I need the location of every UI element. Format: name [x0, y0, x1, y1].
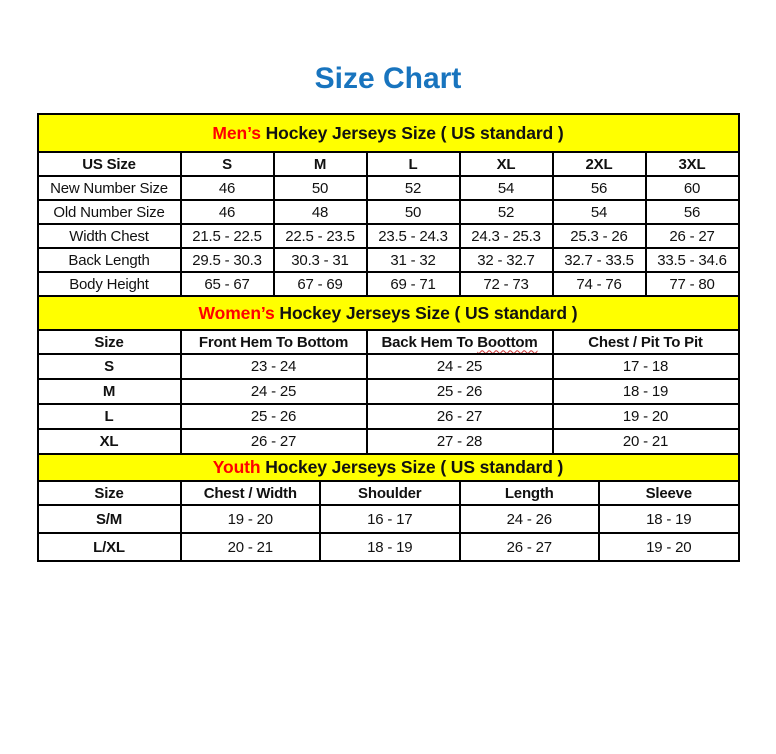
cell-value: 18 - 19	[599, 505, 739, 533]
womens-band-row	[38, 296, 739, 330]
cell-value: 31 - 32	[367, 248, 460, 272]
table-row	[38, 248, 739, 272]
youth-band-row	[38, 454, 739, 481]
column-header: US Size	[38, 152, 181, 176]
column-header: Chest / Pit To Pit	[553, 330, 739, 354]
section-mens	[37, 113, 740, 297]
cell-value: 30.3 - 31	[274, 248, 367, 272]
cell-value: 56	[646, 200, 739, 224]
cell-value: 60	[646, 176, 739, 200]
row-label: S	[38, 354, 181, 379]
cell-value: 16 - 17	[320, 505, 460, 533]
table-row	[38, 200, 739, 224]
cell-value: 24 - 25	[181, 379, 367, 404]
cell-value: 19 - 20	[553, 404, 739, 429]
row-label: L	[38, 404, 181, 429]
table-row	[38, 272, 739, 296]
cell-value: 48	[274, 200, 367, 224]
cell-value: 24 - 26	[460, 505, 600, 533]
youth-section-header	[38, 454, 739, 481]
cell-value: 19 - 20	[181, 505, 321, 533]
row-label: New Number Size	[38, 176, 181, 200]
mens-header-text: Hockey Jerseys Size ( US standard )	[260, 122, 564, 143]
cell-value: 32.7 - 33.5	[553, 248, 646, 272]
cell-value: 65 - 67	[181, 272, 274, 296]
cell-value: 26 - 27	[646, 224, 739, 248]
column-header: L	[367, 152, 460, 176]
column-header: M	[274, 152, 367, 176]
table-row	[38, 429, 739, 454]
cell-value: 26 - 27	[460, 533, 600, 561]
row-label: L/XL	[38, 533, 181, 561]
cell-value: 19 - 20	[599, 533, 739, 561]
cell-value: 21.5 - 22.5	[181, 224, 274, 248]
cell-value: 74 - 76	[553, 272, 646, 296]
cell-value: 77 - 80	[646, 272, 739, 296]
mens-header-highlight: Men’s	[212, 122, 261, 143]
cell-value: 26 - 27	[367, 404, 553, 429]
row-label: S/M	[38, 505, 181, 533]
cell-value: 25 - 26	[181, 404, 367, 429]
section-womens	[37, 295, 740, 455]
column-header: Size	[38, 330, 181, 354]
cell-value: 50	[367, 200, 460, 224]
youth-column-header-row	[38, 481, 739, 505]
womens-column-header-row	[38, 330, 739, 354]
cell-value: 27 - 28	[367, 429, 553, 454]
table-row	[38, 379, 739, 404]
cell-value: 26 - 27	[181, 429, 367, 454]
table-row	[38, 533, 739, 561]
womens-header-text: Hockey Jerseys Size ( US standard )	[274, 302, 578, 323]
cell-value: 25.3 - 26	[553, 224, 646, 248]
column-header: Length	[460, 481, 600, 505]
cell-value: 22.5 - 23.5	[274, 224, 367, 248]
column-header: Size	[38, 481, 181, 505]
cell-value: 50	[274, 176, 367, 200]
cell-value: 46	[181, 200, 274, 224]
table-row	[38, 224, 739, 248]
youth-header-text: Hockey Jerseys Size ( US standard )	[260, 457, 564, 477]
cell-value: 52	[460, 200, 553, 224]
column-header: 3XL	[646, 152, 739, 176]
column-header: Chest / Width	[181, 481, 321, 505]
cell-value: 20 - 21	[553, 429, 739, 454]
cell-value: 25 - 26	[367, 379, 553, 404]
cell-value: 18 - 19	[553, 379, 739, 404]
section-youth	[37, 453, 740, 562]
cell-value: 33.5 - 34.6	[646, 248, 739, 272]
cell-value: 20 - 21	[181, 533, 321, 561]
cell-value: 69 - 71	[367, 272, 460, 296]
row-label: Width Chest	[38, 224, 181, 248]
womens-header-highlight: Women’s	[198, 302, 275, 323]
cell-value: 72 - 73	[460, 272, 553, 296]
cell-value: 23 - 24	[181, 354, 367, 379]
column-header: Front Hem To Bottom	[181, 330, 367, 354]
page	[0, 62, 776, 562]
youth-header-highlight: Youth	[212, 457, 261, 477]
misspelled-word: Boottom	[477, 333, 538, 351]
cell-value: 54	[460, 176, 553, 200]
row-label: Back Length	[38, 248, 181, 272]
row-label: Body Height	[38, 272, 181, 296]
cell-value: 24 - 25	[367, 354, 553, 379]
cell-value: 54	[553, 200, 646, 224]
table-row	[38, 404, 739, 429]
column-header: Back Hem To Boottom	[367, 330, 553, 354]
table-row	[38, 354, 739, 379]
cell-value: 56	[553, 176, 646, 200]
column-header: Sleeve	[599, 481, 739, 505]
column-header: 2XL	[553, 152, 646, 176]
column-header: S	[181, 152, 274, 176]
size-chart-table	[37, 113, 740, 562]
cell-value: 23.5 - 24.3	[367, 224, 460, 248]
cell-value: 67 - 69	[274, 272, 367, 296]
cell-value: 46	[181, 176, 274, 200]
cell-value: 18 - 19	[320, 533, 460, 561]
table-row	[38, 505, 739, 533]
row-label: XL	[38, 429, 181, 454]
column-header: Shoulder	[320, 481, 460, 505]
mens-column-header-row	[38, 152, 739, 176]
mens-band-row	[38, 114, 739, 152]
cell-value: 17 - 18	[553, 354, 739, 379]
row-label: M	[38, 379, 181, 404]
column-header: XL	[460, 152, 553, 176]
womens-section-header	[38, 296, 739, 330]
table-row	[38, 176, 739, 200]
page-title: Size Chart	[314, 62, 462, 95]
row-label: Old Number Size	[38, 200, 181, 224]
mens-section-header	[38, 114, 739, 152]
cell-value: 29.5 - 30.3	[181, 248, 274, 272]
cell-value: 24.3 - 25.3	[460, 224, 553, 248]
cell-value: 52	[367, 176, 460, 200]
cell-value: 32 - 32.7	[460, 248, 553, 272]
